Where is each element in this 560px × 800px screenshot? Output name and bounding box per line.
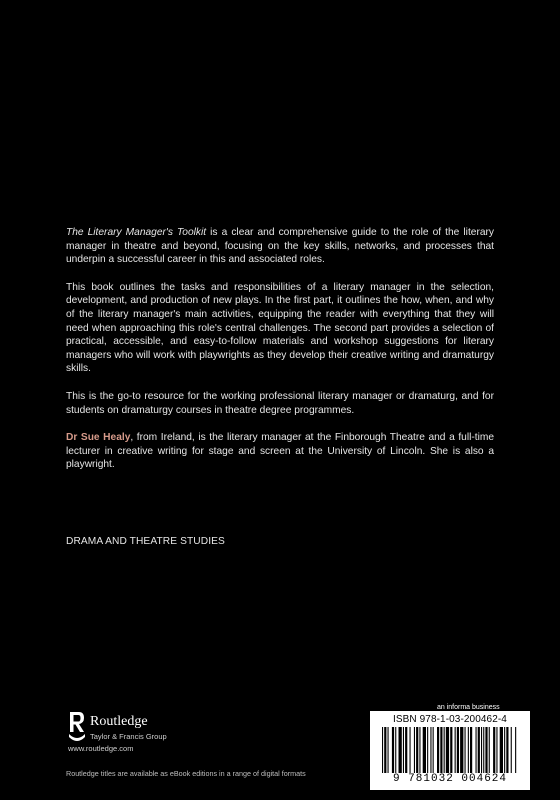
isbn-label: ISBN 978-1-03-200462-4 xyxy=(393,714,507,725)
book-title: The Literary Manager's Toolkit xyxy=(66,227,207,238)
blurb-paragraph-2: This book outlines the tasks and responsibilities of a literary manager in the selection, development, and production of new plays. In the first part, it outlines the how, when, and why of the literary manager's main activities, equipping the reader with everything that they will need when approaching this role's central challenges. The second part provides a selection of practical, accessible, and easy-to-follow materials and workshop suggestions for literary managers who will work with playwrights as they develop their creative writing and dramaturgy skills. xyxy=(66,281,494,375)
blurb-paragraph-1-text: is a clear and comprehensive guide to the role of the literary manager in theatre and beyond, focusing on the key skills, networks, and processes that underpin a successful career in this and associated roles. xyxy=(66,227,494,266)
blurb-paragraph-1 xyxy=(66,226,494,267)
author-bio xyxy=(66,431,494,472)
publisher-group: Taylor & Francis Group xyxy=(90,732,167,741)
publisher-name: Routledge xyxy=(90,714,148,729)
subject-category: DRAMA AND THEATRE STUDIES xyxy=(66,536,225,547)
routledge-r-icon xyxy=(68,710,86,744)
barcode-digits: 9 781032 004624 xyxy=(392,773,508,785)
publisher-logo xyxy=(68,710,228,748)
author-bio-text: , from Ireland, is the literary manager at the Finborough Theatre and a full-time lecturer in creative writing for stage and screen at the University of Lincoln. She is also a playwright. xyxy=(66,432,494,471)
isbn-barcode xyxy=(370,711,530,790)
barcode-bars xyxy=(380,727,520,773)
informa-tagline: an informa business xyxy=(437,704,500,711)
blurb-paragraph-3: This is the go-to resource for the working professional literary manager or dramaturg, and for students on dramaturgy courses in theatre degree programmes. xyxy=(66,390,494,416)
author-name: Dr Sue Healy xyxy=(66,432,131,444)
back-cover-blurb xyxy=(66,226,494,486)
ebook-note: Routledge titles are available as eBook editions in a range of digital formats xyxy=(66,769,306,778)
publisher-url: www.routledge.com xyxy=(68,744,134,753)
